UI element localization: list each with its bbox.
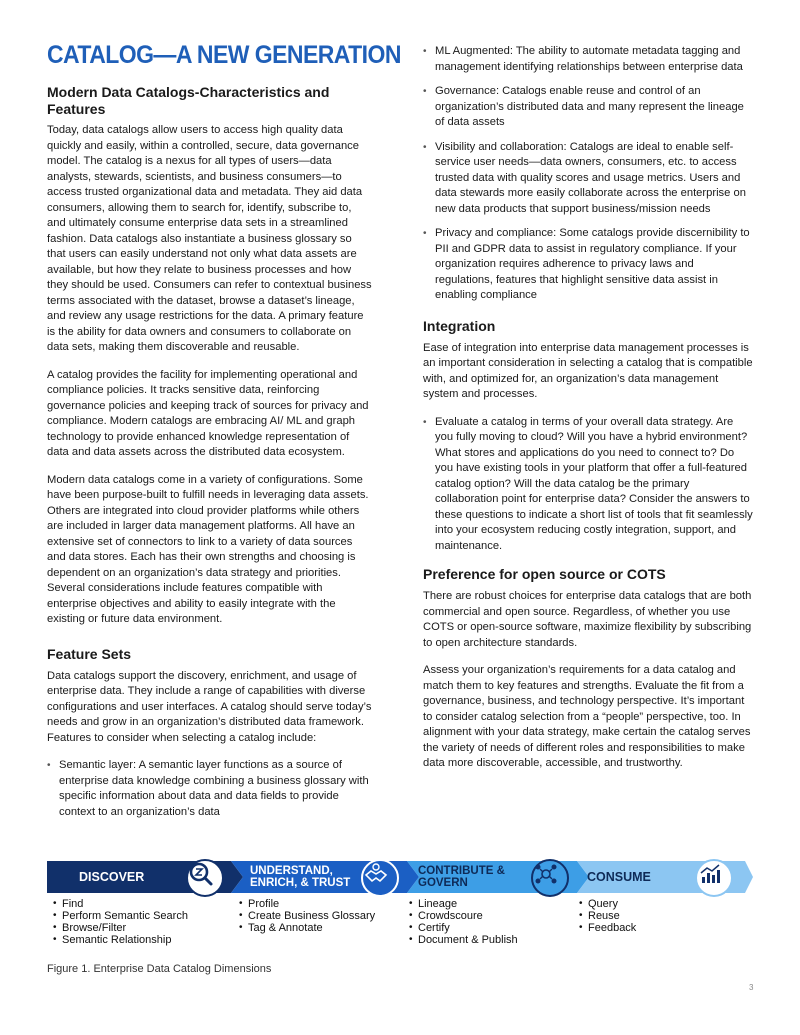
label-line: CONTRIBUTE &	[418, 865, 505, 877]
segment-discover-label: DISCOVER	[79, 870, 145, 884]
feature-sets-heading: Feature Sets	[47, 645, 132, 662]
page-title: CATALOG—A NEW GENERATION	[47, 41, 401, 69]
open-source-heading: Preference for open source or COTS	[423, 566, 666, 582]
paragraph: A catalog provides the facility for implementing operational and compliance policies. It tracks sensitive data, reinforcing governance policies and keeping track of sources for privacy and compliance. Modern catalogs are embracing AI/ ML and graph technology to provide enhanced knowledge representation of data and data assets across the distributed data ecosystem.	[47, 368, 369, 458]
list-item: • Visibility and collaboration: Catalogs are ideal to enable self-service user needs—data owners, consumers, etc. to access trusted data with quality scores and usage metrics. Users and data stewards more easily collaborate across the enterprise on new data products that support business/mission needs	[423, 140, 753, 218]
understand-items	[239, 898, 375, 934]
list-item: • Browse/Filter	[53, 922, 188, 934]
paragraph: Today, data catalogs allow users to access high quality data quickly and easily, within a controlled, secure, data governance model. The catalog is a nexus for all types of users—data analysts, stewards, scientists, and business consumers—to access trusted organizational data and metadata. They aid data consumers, allowing them to search for, identify, subscribe to, and ultimately consume enterprise data sets in a streamlined fashion. Data catalogs also instantiate a business glossary so that users can easily understand not only what data assets are available, but how they relate to business processes and how they should be used. Consumers can refer to contextual business terms associated with the dataset, browse a dataset’s lineage, and review any usage restrictions for the data. A primary feature is the ability for data owners and consumers to collaborate on data sets, making them discoverable and reusable.	[47, 124, 372, 353]
list-item: • Lineage	[409, 898, 518, 910]
consume-items	[579, 898, 636, 934]
handshake-icon	[361, 859, 399, 897]
list-item: • Governance: Catalogs enable reuse and control of an organization’s distributed data and many represent the lineage of data assets	[423, 84, 753, 131]
chart-icon	[695, 859, 733, 897]
list-item: • Certify	[409, 922, 518, 934]
segment-understand-label	[250, 865, 350, 889]
dimension-band	[47, 857, 753, 897]
page-number: 3	[749, 983, 754, 992]
list-item: • ML Augmented: The ability to automate metadata tagging and management identifying relationships between enterprise data	[423, 44, 753, 75]
integration-list	[423, 415, 753, 555]
list-item: • Create Business Glossary	[239, 910, 375, 922]
list-item: • Semantic layer: A semantic layer functions as a source of enterprise data knowledge combining a business glossary with specific information about data and data fields to provide context to an organization’s data	[47, 758, 372, 820]
paragraph: Data catalogs support the discovery, enrichment, and usage of enterprise data. They include a range of capabilities with diverse configurations and user interfaces. A catalog should serve today’s needs and grow in an organization’s distributed data framework. Features to consider when selecting a catalog include:	[47, 669, 372, 744]
paragraph: Assess your organization’s requirements for a data catalog and match them to key features and strengths. Evaluate the fit from a governance, business, and technology perspective. It’s important to consider catalog selection from a “people” perspective, too. In alignment with your data strategy, make certain the catalog serves the variety of needs of different roles and responsibilities to make data more discoverable, accessible, and trustworthy.	[423, 664, 751, 769]
list-item: • Crowdscoure	[409, 910, 518, 922]
paragraph: Ease of integration into enterprise data management processes is an important consideration in selecting a catalog that is compatible with, and optimized for, an organization’s data management system and processes.	[423, 341, 753, 400]
right-column	[423, 44, 753, 784]
list-item: • Document & Publish	[409, 934, 518, 946]
feature-list-continued	[423, 44, 753, 304]
list-item: • Find	[53, 898, 188, 910]
figure-caption: Figure 1. Enterprise Data Catalog Dimensions	[47, 963, 272, 975]
list-item: • Perform Semantic Search	[53, 910, 188, 922]
catalog-dimensions-figure	[47, 851, 753, 951]
label-line: UNDERSTAND,	[250, 865, 333, 877]
integration-heading: Integration	[423, 317, 496, 334]
list-item: • Reuse	[579, 910, 636, 922]
discover-items	[53, 898, 188, 946]
search-icon	[186, 859, 224, 897]
label-line: GOVERN	[418, 877, 468, 889]
paragraph: There are robust choices for enterprise data catalogs that are both commercial and open source. Regardless, of whether you use COTS or open-source software, maximize flexibility by subscribing to open architecture standards.	[423, 590, 752, 649]
contribute-items	[409, 898, 518, 946]
list-item: • Evaluate a catalog in terms of your overall data strategy. Are you fully moving to cloud? Will you have a hybrid environment? What stores and applications do you need to connect to? Do you have existing tools in your platform that offer a full-featured catalog option? Will the data catalog be the primary collaboration point for enterprise data? Consider the answers to these questions to indicate a short list of tools that fit seamlessly into your ecosystem reducing costly integration, support, and maintenance.	[423, 415, 753, 555]
subtitle: Modern Data Catalogs-Characteristics and Features	[47, 84, 330, 117]
list-item: • Semantic Relationship	[53, 934, 188, 946]
list-item: • Tag & Annotate	[239, 922, 375, 934]
feature-list	[47, 758, 372, 820]
segment-consume-label: CONSUME	[587, 870, 651, 884]
list-item: • Profile	[239, 898, 375, 910]
paragraph: Modern data catalogs come in a variety of configurations. Some have been purpose-built to fulfill needs in leveraging data assets. Others are integrated into cloud provider platforms while others are included in larger data management platforms. All have an extensive set of connectors to link to a variety of data sources and data stores. Each has their own strengths and choosing is dependent on an organization’s data strategy and priorities. Several considerations include features compatible with enterprise objectives and ability to easily integrate with the existing or future data environment.	[47, 473, 369, 625]
left-column	[47, 40, 401, 830]
list-item: • Query	[579, 898, 636, 910]
list-item: • Privacy and compliance: Some catalogs provide discernibility to PII and GDPR data to assist in regulatory compliance. If your organization requires adherence to privacy laws and regulations, features that highlight sensitive data assist in enabling compliance	[423, 226, 753, 304]
network-icon	[531, 859, 569, 897]
list-item: • Feedback	[579, 922, 636, 934]
label-line: ENRICH, & TRUST	[250, 877, 351, 889]
segment-contribute-label	[418, 865, 505, 889]
